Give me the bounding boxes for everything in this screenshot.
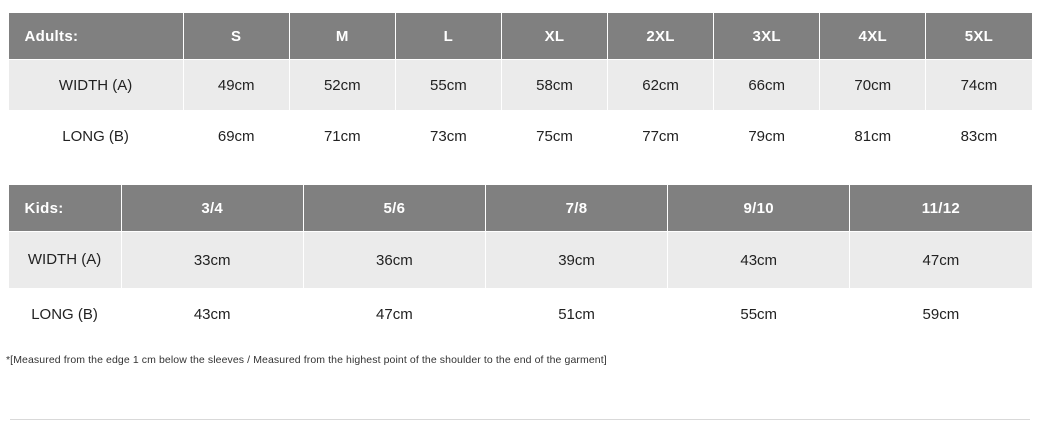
table-cell: 83cm <box>926 111 1032 162</box>
kids-size-table <box>8 184 1033 340</box>
adults-size-header: 4XL <box>820 13 926 60</box>
table-cell: 70cm <box>820 60 926 111</box>
table-spacer <box>0 162 1040 184</box>
table-cell: 69cm <box>183 111 289 162</box>
kids-size-header: 11/12 <box>850 185 1032 232</box>
kids-size-header: 5/6 <box>303 185 485 232</box>
table-cell: 62cm <box>608 60 714 111</box>
table-cell: 81cm <box>820 111 926 162</box>
adults-size-header: 3XL <box>714 13 820 60</box>
kids-size-header: 3/4 <box>121 185 303 232</box>
table-cell: 43cm <box>668 232 850 289</box>
table-cell: 73cm <box>395 111 501 162</box>
adults-size-header: S <box>183 13 289 60</box>
table-cell: 74cm <box>926 60 1032 111</box>
row-label-width: WIDTH (A) <box>8 232 121 289</box>
adults-size-header: 2XL <box>608 13 714 60</box>
row-label-long: LONG (B) <box>8 289 121 340</box>
table-row <box>8 289 1032 340</box>
table-row <box>8 111 1032 162</box>
table-cell: 43cm <box>121 289 303 340</box>
adults-header-row <box>8 13 1032 60</box>
adults-size-header: M <box>289 13 395 60</box>
adults-size-header: 5XL <box>926 13 1032 60</box>
table-cell: 49cm <box>183 60 289 111</box>
kids-header-row <box>8 185 1032 232</box>
table-cell: 79cm <box>714 111 820 162</box>
measurement-footnote: *[Measured from the edge 1 cm below the sleeves / Measured from the highest point of the shoulder to the end of the garment] <box>6 354 607 366</box>
kids-size-header: 7/8 <box>485 185 667 232</box>
table-cell: 33cm <box>121 232 303 289</box>
table-row <box>8 232 1032 289</box>
table-cell: 66cm <box>714 60 820 111</box>
table-cell: 75cm <box>501 111 607 162</box>
adults-size-header: L <box>395 13 501 60</box>
kids-header-label: Kids: <box>8 185 121 232</box>
table-cell: 52cm <box>289 60 395 111</box>
table-cell: 71cm <box>289 111 395 162</box>
table-cell: 47cm <box>850 232 1032 289</box>
adults-size-header: XL <box>501 13 607 60</box>
table-cell: 77cm <box>608 111 714 162</box>
table-cell: 36cm <box>303 232 485 289</box>
bottom-divider <box>10 419 1030 420</box>
table-cell: 47cm <box>303 289 485 340</box>
table-cell: 55cm <box>668 289 850 340</box>
table-cell: 59cm <box>850 289 1032 340</box>
row-label-long: LONG (B) <box>8 111 183 162</box>
table-cell: 55cm <box>395 60 501 111</box>
table-cell: 39cm <box>485 232 667 289</box>
adults-header-label: Adults: <box>8 13 183 60</box>
kids-size-header: 9/10 <box>668 185 850 232</box>
table-row <box>8 60 1032 111</box>
adults-size-table <box>8 12 1033 162</box>
table-cell: 51cm <box>485 289 667 340</box>
row-label-width: WIDTH (A) <box>8 60 183 111</box>
table-cell: 58cm <box>501 60 607 111</box>
